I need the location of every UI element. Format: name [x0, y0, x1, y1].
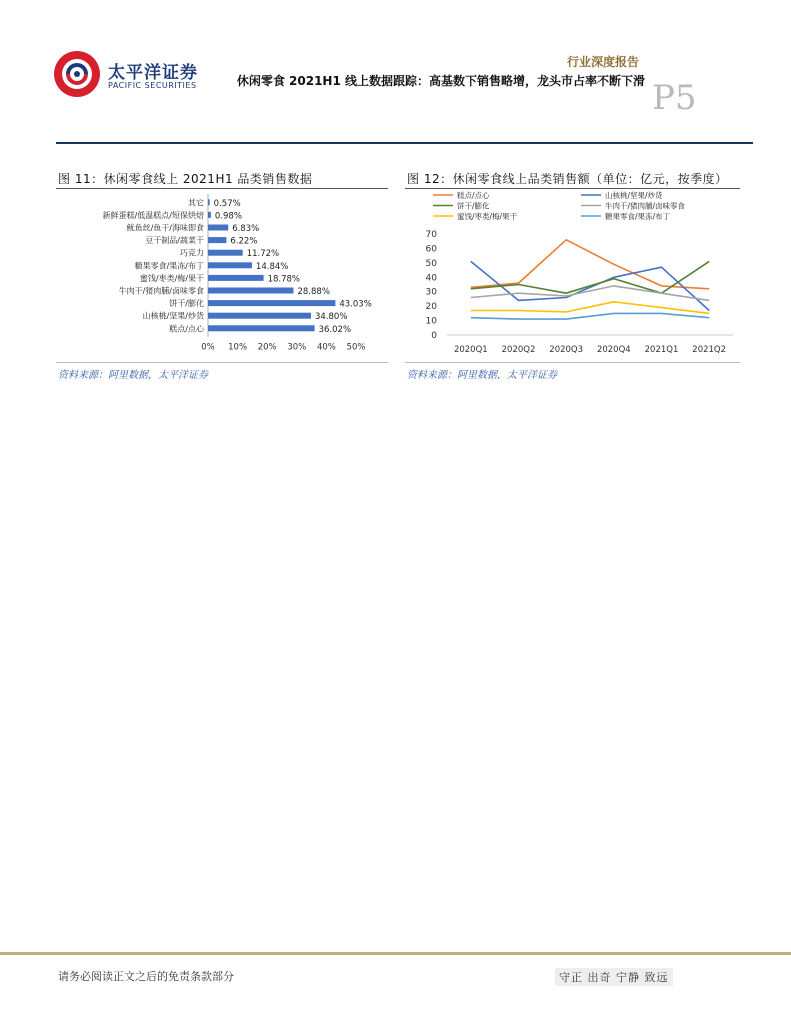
- figure-11-x-tick: 10%: [228, 342, 248, 353]
- figure-12-y-tick: 70: [425, 230, 437, 240]
- figure-12-legend-label: 牛肉干/猪肉脯/卤味零食: [605, 201, 686, 211]
- figure-11-value-label: 14.84%: [255, 261, 289, 272]
- figure-11-value-label: 28.88%: [297, 287, 330, 297]
- figure-12-y-tick: 40: [425, 273, 437, 284]
- figure-12-series-line: [471, 302, 709, 314]
- figure-11-bar: [208, 275, 264, 281]
- figure-12-x-tick: 2020Q3: [549, 345, 584, 355]
- figure-12-legend-label: 蜜饯/枣类/梅/果干: [457, 212, 518, 221]
- figure-12-divider: [405, 188, 740, 189]
- figure-11-bar: [208, 300, 335, 306]
- figure-12-chart: [405, 190, 740, 360]
- figure-12-y-tick: 50: [425, 258, 437, 269]
- figure-11-value-label: 6.83%: [232, 224, 260, 234]
- figure-11-category-label: 其它: [188, 198, 204, 208]
- figure-12-legend-label: 山核桃/坚果/炒货: [605, 191, 663, 200]
- logo-text-en: PACIFIC SECURITIES: [108, 81, 197, 90]
- figure-11-category-label: 糖果零食/果冻/布丁: [134, 261, 204, 271]
- figure-11-bar: [208, 212, 211, 218]
- footer-motto: 守正 出奇 宁静 致远: [555, 968, 673, 986]
- figure-12-y-tick: 60: [425, 244, 437, 255]
- figure-12-x-tick: 2020Q4: [596, 345, 631, 355]
- figure-11-category-label: 鱿鱼丝/鱼干/海味即食: [126, 223, 204, 233]
- figure-12-x-tick: 2020Q1: [453, 345, 488, 355]
- figure-11-chart: [56, 190, 388, 360]
- figure-11-value-label: 36.02%: [318, 324, 352, 335]
- figure-11-category-label: 饼干/膨化: [169, 299, 204, 309]
- figure-12-x-tick: 2021Q2: [692, 345, 727, 355]
- figure-11-bar: [208, 313, 311, 319]
- figure-11-category-label: 糕点/点心: [169, 324, 204, 334]
- figure-12-legend-label: 糕点/点心: [457, 191, 490, 200]
- figure-11-value-label: 43.03%: [339, 299, 372, 310]
- figure-11-category-label: 豆干制品/蔬菜干: [145, 236, 204, 246]
- figure-11-bar: [208, 250, 243, 256]
- figure-12-y-tick: 20: [425, 302, 437, 313]
- figure-12-x-tick: 2021Q1: [644, 345, 679, 355]
- figure-11-value-label: 34.80%: [315, 312, 348, 323]
- figure-11-category-label: 新鲜蛋糕/低温糕点/短保烘焙: [102, 210, 204, 220]
- figure-11-category-label: 牛肉干/猪肉脯/卤味零食: [118, 286, 204, 296]
- figure-12-y-tick: 10: [425, 316, 437, 327]
- figure-11-x-tick: 20%: [257, 342, 277, 353]
- figure-12-y-tick: 0: [431, 331, 437, 341]
- figure-11-bar: [208, 237, 226, 243]
- figure-11-title: 图 11：休闲零食线上 2021H1 品类销售数据: [58, 172, 313, 186]
- figure-11-category-label: 蜜饯/枣类/梅/果干: [139, 273, 204, 283]
- document-title: 休闲零食 2021H1 线上数据跟踪：高基数下销售略增，龙头市占率不断下滑: [236, 74, 645, 88]
- figure-11-bar: [208, 225, 228, 231]
- figure-11-value-label: 0.57%: [213, 198, 241, 209]
- page-number: P5: [652, 78, 697, 118]
- figure-11-category-label: 山核桃/坚果/炒货: [142, 311, 204, 321]
- figure-12-legend-label: 饼干/膨化: [457, 201, 490, 211]
- figure-11-x-tick: 40%: [316, 342, 336, 353]
- logo-text-cn: 太平洋证券: [108, 63, 198, 83]
- figure-11-category-label: 巧克力: [180, 248, 204, 258]
- figure-12-source-divider: [405, 362, 740, 363]
- figure-11-source: 资料来源：阿里数据，太平洋证券: [58, 370, 208, 381]
- figure-11-value-label: 6.22%: [230, 236, 258, 247]
- figure-11-value-label: 11.72%: [246, 249, 280, 260]
- figure-12-title: 图 12：休闲零食线上品类销售额（单位：亿元，按季度）: [407, 172, 728, 186]
- figure-12-y-tick: 30: [425, 287, 437, 298]
- footer-divider: [0, 952, 791, 955]
- footer-disclaimer: 请务必阅读正文之后的免责条款部分: [58, 970, 234, 983]
- header-divider: [56, 142, 753, 144]
- report-type: 行业深度报告: [566, 55, 639, 69]
- figure-12-series-line: [471, 240, 709, 289]
- figure-11-bar: [208, 325, 315, 331]
- figure-11-value-label: 0.98%: [214, 211, 242, 222]
- figure-12-legend-label: 糖果零食/果冻/布丁: [605, 212, 671, 221]
- figure-11-bar: [208, 262, 252, 268]
- figure-11-divider: [56, 188, 388, 189]
- figure-12-source: 资料来源：阿里数据，太平洋证券: [407, 370, 557, 381]
- figure-11-source-divider: [56, 362, 388, 363]
- figure-11-x-tick: 50%: [346, 342, 366, 353]
- figure-11-bar: [208, 288, 293, 294]
- figure-11-x-tick: 30%: [287, 342, 307, 353]
- figure-11-bar: [208, 199, 210, 205]
- figure-12-series-line: [471, 313, 709, 319]
- figure-12-x-tick: 2020Q2: [501, 345, 536, 355]
- figure-11-value-label: 18.78%: [267, 274, 301, 285]
- figure-11-x-tick: 0%: [201, 342, 215, 353]
